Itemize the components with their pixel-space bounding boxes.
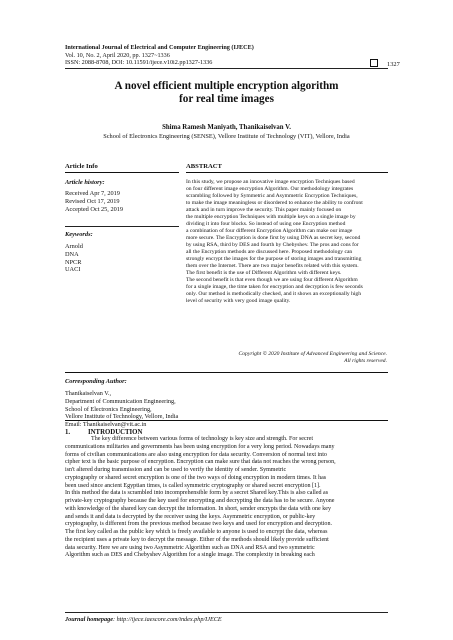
abstract-line: them over the Internet. There are two major benefits related with this system. (186, 263, 359, 270)
corr-line: Department of Communication Engineering, (65, 397, 176, 405)
introduction-text (65, 436, 388, 560)
section-title: INTRODUCTION (88, 429, 143, 436)
abstract-line: for a single image, the time taken for encryption and decryption is few seconds (186, 284, 363, 291)
title-line-1: A novel efficient multiple encryption algorithm (114, 80, 339, 92)
keywords-heading: Keywords: (65, 231, 93, 238)
abstract-line: the multiple encryption Techniques with multiple keys on a single image by (186, 214, 356, 221)
authors: Shima Ramesh Maniyath, Thanikaiselvan V. (162, 124, 291, 131)
corr-email: Email: Thanikaiselvan@vit.ac.in (65, 421, 147, 429)
corr-line: School of Electronics Engineering, (65, 405, 152, 413)
corr-line: Thanikaiselvan V., (65, 390, 111, 397)
abstract-line: level of security with very good image quality. (186, 298, 291, 305)
keyword-item: NPCR (65, 258, 82, 266)
footer-rule (65, 612, 388, 613)
copyright-line-2: All rights reserved. (344, 358, 387, 364)
paper-title (60, 80, 393, 106)
page-number (370, 59, 400, 68)
abstract-heading: ABSTRACT (186, 163, 222, 170)
journal-homepage (65, 616, 222, 623)
journal-issn: ISSN: 2088-8708, DOI: 10.11591/ijece.v10i2.pp1327-1336 (65, 59, 213, 67)
abstract-line: more secure. The Encryption is done first by using DNA as secret key, second (186, 235, 361, 242)
history-accepted: Accepted Oct 25, 2019 (65, 205, 124, 213)
corr-line: Vellore Institute of Technology, Vellore, India (65, 413, 179, 421)
intro-line: isn't altered during transmission and can be used to verify the identity of sender. Symmetric (65, 467, 287, 473)
abstract-line: strongly encrypt the images for the purpose of storing images and transmitting (186, 256, 362, 263)
article-info-heading: Article Info (65, 163, 98, 170)
introduction-heading (65, 429, 143, 436)
abstract-line: The second benefit is that even though we are using four different Algorithm (186, 277, 358, 284)
history-heading: Article history: (65, 179, 105, 186)
homepage-link[interactable]: : http://ijece.iaescore.com/index.php/IJECE (112, 616, 222, 623)
abstract-line: on four different image encryption Algorithm. Our methodology integrates (186, 186, 354, 193)
copyright (186, 351, 387, 365)
journal-header (65, 44, 395, 67)
intro-line: data security. Here we are using two Asymmetric Algorithm such as DNA and RSA and two symmetric (65, 544, 315, 551)
affiliation: School of Electronics Engineering (SENSE), Vellore Institute of Technology (VIT), Vellore, India (103, 133, 350, 140)
intro-line: forms of civilian communications are also using encryption for data security. Conversion of normal text into (65, 451, 327, 458)
intro-line: cipher text is the basic purpose of encryption. Encryption can make sure that data not reaches the wrong person, (65, 459, 336, 466)
header-rule (65, 68, 388, 69)
history-revised: Revised Oct 17, 2019 (65, 197, 120, 205)
keyword-item: Arnold (65, 243, 83, 250)
abstract-line: a combination of four different Encryption Algorithm can make our image (186, 228, 353, 235)
abstract-line: all the Encryption methods are discussed here. Proposed methodology can (186, 249, 353, 256)
intro-line: The key difference between various forms of technology is key size and strength. For secret (91, 436, 314, 442)
corresponding-rule (65, 420, 388, 421)
section-number: 1. (65, 429, 71, 436)
intro-line: The first key called as the public key which is freely available to anyone is used to encrypt the data, whereas (65, 529, 328, 535)
intro-line: with knowledge of the shared key can decrypt the information. In short, sender encrypts the data with one key (65, 505, 331, 512)
homepage-label: Journal homepage (65, 616, 113, 623)
keyword-item: UACI (65, 266, 81, 274)
history-received: Received Apr 7, 2019 (65, 190, 120, 197)
keyword-item: DNA (65, 250, 79, 258)
keywords-rule (65, 226, 179, 227)
intro-line: been used since ancient Egyptian times, is called symmetric cryptography or shared secret encryption [1]. (65, 482, 321, 489)
keywords-list (65, 243, 83, 274)
abstract-line: to make the image meaningless or disordered to enhance the ability to confront (186, 200, 363, 207)
page-number-value: 1327 (387, 61, 400, 68)
journal-volume: Vol. 10, No. 2, April 2020, pp. 1327~1336 (65, 51, 170, 59)
intro-line: the recipient uses a private key to decrypt the message. Either of the methods should likely provide sufficient (65, 536, 329, 543)
intro-line: Algorithm such as DES and Chebyshev Algorithm for a single image. The complexity in breaking each (65, 552, 315, 559)
abstract-text (186, 179, 387, 305)
intro-line: cryptography, is different from the previous method because two keys and used for encryption and decryption. (65, 521, 332, 528)
intro-line: In this method the data is scrambled into incomprehensible form by a secret Shared key.This is also called as (65, 490, 329, 497)
corresponding-details (65, 390, 265, 429)
square-icon (370, 59, 378, 67)
abstract-line: only. Our method is methodically checked, and it shows an exceptionally high (186, 291, 362, 298)
abstract-line: attack and in turn improve the security. This paper mainly focused on (186, 207, 342, 214)
info-bottom-rule (65, 372, 388, 373)
abstract-line: scrambling followed by Symmetric and Asymmetric Encryption Techniques, (186, 193, 358, 200)
intro-line: communications militaries and governments has been using encryption for a very long period. Nowadays many (65, 443, 335, 450)
abstract-rule (186, 172, 388, 173)
abstract-line: The first benefit is the use of Different Algorithm with different keys. (186, 270, 342, 277)
abstract-line: dividing it into four blocks. So instead of using one Encryption method (186, 221, 346, 228)
article-info-rule (65, 172, 179, 173)
abstract-line: In this study, we propose an innovative image encryption Techniques based (186, 179, 355, 185)
journal-name: International Journal of Electrical and Computer Engineering (IJECE) (65, 44, 254, 51)
intro-line: private-key cryptography because the key used for encrypting and decrypting the data has to be secure. Anyone (65, 498, 335, 504)
title-line-2: for real time images (179, 93, 274, 105)
history-list (65, 190, 123, 213)
intro-line: and sends it and data is decrypted by the receiver using the keys. Asymmetric encryption, or public-key (65, 513, 316, 520)
copyright-line-1: Copyright © 2020 Institute of Advanced Engineering and Science. (238, 351, 387, 357)
abstract-line: by using RSA, third by DES and fourth by Chebyshev. The pros and cons for (186, 242, 359, 249)
corresponding-heading: Corresponding Author: (65, 378, 127, 385)
intro-line: cryptography or shared secret encryption is one of the two ways of doing encryption in modern times. It has (65, 474, 327, 481)
